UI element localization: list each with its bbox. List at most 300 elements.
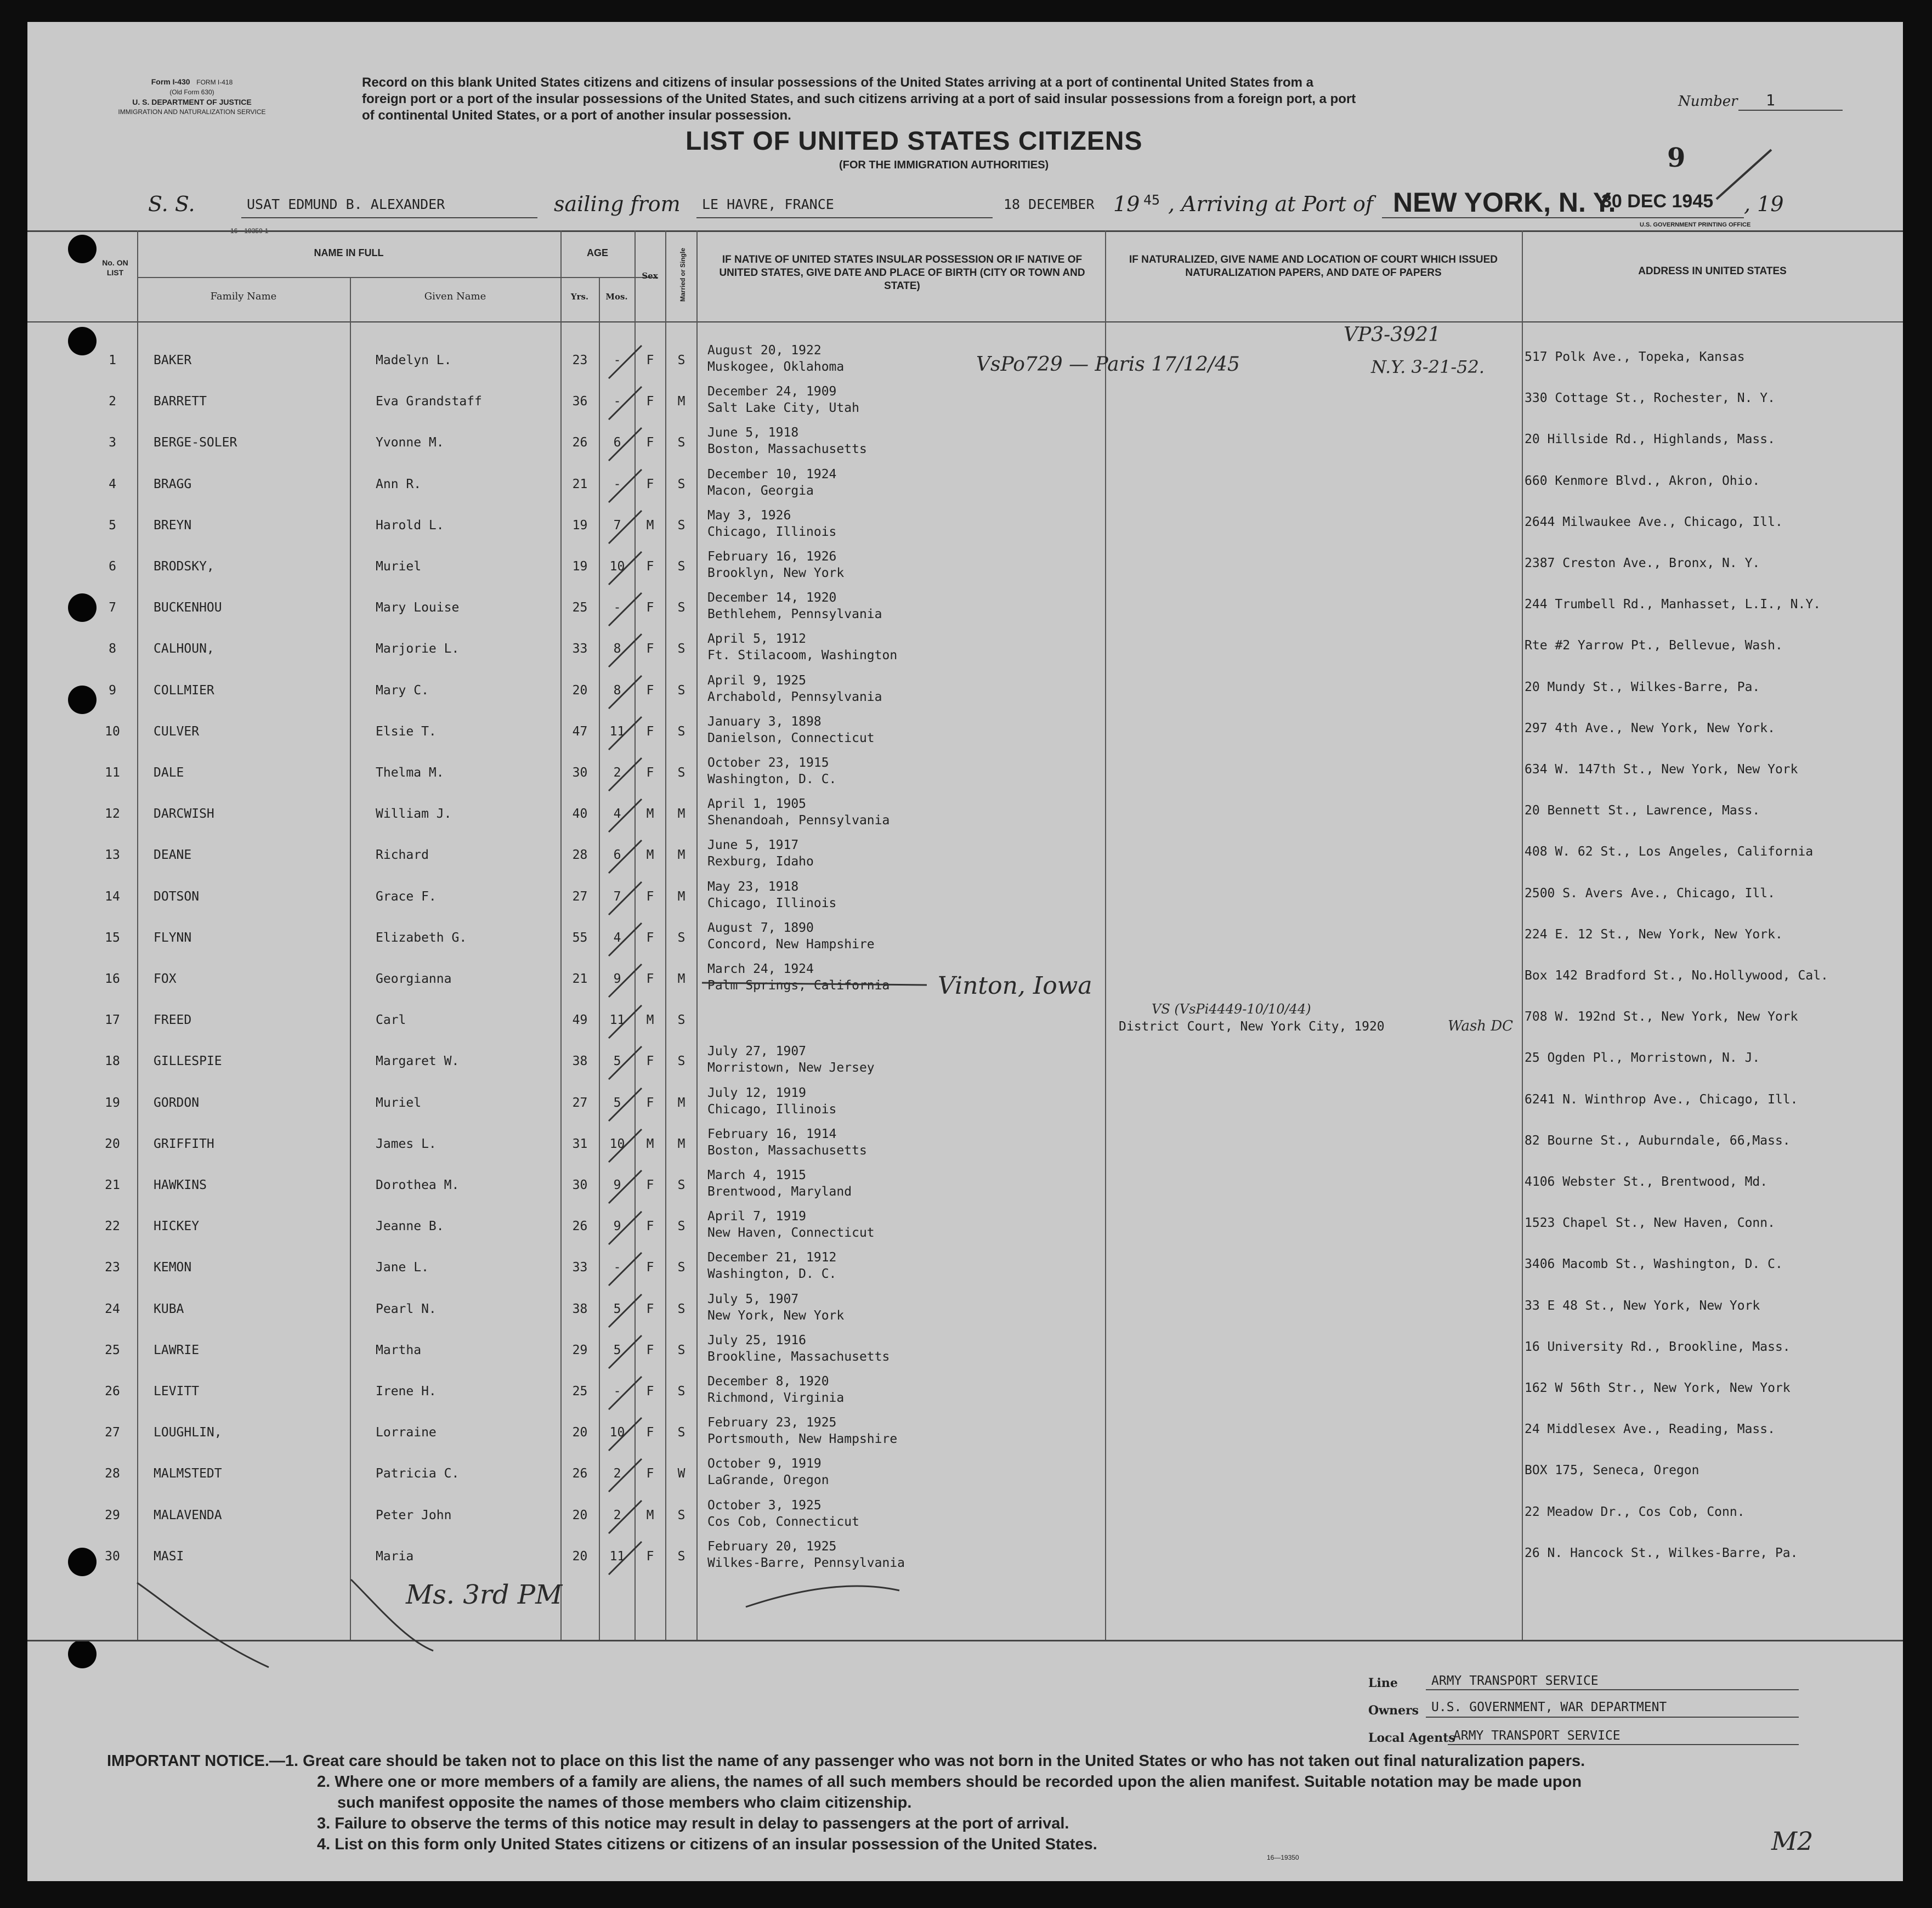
intro-line-1: Record on this blank United States citizens and citizens of insular possessions of the United States arriving at a port of continental United States from a [362, 75, 1313, 90]
age-months: 5 [613, 1343, 621, 1357]
form-id: Form I-430 [151, 77, 190, 86]
check-stroke [603, 918, 647, 961]
address: 20 Mundy St., Wilkes-Barre, Pa. [1525, 680, 1760, 694]
age-months: 2 [613, 1467, 621, 1481]
birth-place: Shenandoah, Pennsylvania [707, 813, 890, 828]
age-months: 8 [613, 683, 621, 698]
birth-place: Brooklyn, New York [707, 566, 845, 580]
marital-status: S [677, 930, 685, 945]
check-stroke [603, 1165, 647, 1209]
age-years: 20 [572, 1425, 588, 1440]
given-name: Ann R. [376, 477, 422, 491]
age-months: 6 [613, 848, 621, 863]
row-number: 16 [105, 972, 120, 986]
marital-status: S [677, 1219, 685, 1234]
family-name: DALE [154, 766, 184, 780]
naturalization: District Court, New York City, 1920 [1119, 1020, 1385, 1034]
port-to: NEW YORK, N. Y. [1393, 187, 1616, 218]
table-header-bottom [27, 321, 1903, 322]
age-years: 29 [572, 1343, 588, 1357]
sex: M [646, 1136, 654, 1151]
header-age: AGE [586, 247, 608, 258]
birth-date: July 27, 1907 [707, 1044, 807, 1059]
check-stroke [603, 381, 647, 425]
check-stroke [603, 1536, 647, 1580]
birth-place: Bethlehem, Pennsylvania [707, 607, 882, 622]
age-months: 6 [613, 435, 621, 450]
given-name: Jeanne B. [376, 1219, 444, 1234]
sex: F [646, 1301, 654, 1316]
age-years: 30 [572, 766, 588, 780]
birth-place: Palm Springs, California [707, 978, 890, 993]
form-alt: FORM I-418 [196, 78, 233, 86]
marital-status: S [677, 559, 685, 574]
row-number: 22 [105, 1219, 120, 1234]
check-stroke [603, 1495, 647, 1539]
family-name: MASI [154, 1549, 184, 1564]
check-stroke [603, 794, 647, 837]
marital-status: S [677, 518, 685, 533]
birth-place: Morristown, New Jersey [707, 1061, 875, 1075]
marital-status: S [677, 724, 685, 739]
line-value: ARMY TRANSPORT SERVICE [1431, 1674, 1599, 1688]
age-years: 49 [572, 1013, 588, 1028]
birth-date: June 5, 1917 [707, 838, 799, 853]
header-married: Married or Single [679, 247, 687, 302]
age-years: 28 [572, 848, 588, 863]
marital-status: S [677, 1260, 685, 1275]
birth-place: New York, New York [707, 1308, 845, 1323]
family-name: DOTSON [154, 889, 200, 904]
birth-date: December 21, 1912 [707, 1250, 837, 1265]
family-name: FREED [154, 1013, 192, 1028]
given-name: Marjorie L. [376, 642, 460, 656]
address: Rte #2 Yarrow Pt., Bellevue, Wash. [1525, 638, 1783, 653]
marital-status: S [677, 435, 685, 450]
year-label-2: , 19 [1744, 192, 1784, 216]
table-top [27, 230, 1903, 232]
age-months: - [613, 353, 621, 367]
birth-place: Washington, D. C. [707, 1267, 837, 1282]
bottom-handwriting: Ms. 3rd PM [406, 1579, 563, 1610]
given-name: Maria [376, 1549, 414, 1564]
family-name: MALAVENDA [154, 1508, 222, 1522]
family-name: BREYN [154, 518, 192, 533]
row-number: 7 [109, 601, 116, 615]
col-line [560, 230, 562, 1640]
address: 20 Bennett St., Lawrence, Mass. [1525, 803, 1760, 818]
sex: F [646, 435, 654, 450]
row-number: 25 [105, 1343, 120, 1357]
birth-date: December 24, 1909 [707, 384, 837, 399]
notice-4: 4. List on this form only United States citizens or citizens of an insular possession of the United States. [317, 1836, 1097, 1853]
family-name: FOX [154, 972, 177, 986]
birth-place: Archabold, Pennsylvania [707, 689, 882, 704]
row-number: 1 [109, 353, 116, 367]
check-stroke [603, 422, 647, 466]
header-mos: Mos. [605, 292, 628, 302]
birth-place: Boston, Massachusetts [707, 442, 867, 457]
age-years: 20 [572, 683, 588, 698]
given-name: Pearl N. [376, 1301, 437, 1316]
sex: F [646, 972, 654, 986]
birth-date: December 10, 1924 [707, 467, 837, 482]
year-prefix: 19 [1113, 192, 1140, 216]
row-number: 4 [109, 477, 116, 491]
check-stroke [603, 1330, 647, 1374]
given-name: Dorothea M. [376, 1178, 460, 1192]
binder-hole [68, 1640, 97, 1668]
given-name: Muriel [376, 1095, 422, 1110]
owners-underline [1426, 1717, 1799, 1718]
marital-status: S [677, 1508, 685, 1522]
given-name: Georgianna [376, 972, 452, 986]
given-name: Mary Louise [376, 601, 460, 615]
birth-date: December 14, 1920 [707, 591, 837, 605]
department: U. S. DEPARTMENT OF JUSTICE [132, 98, 252, 106]
birth-date: May 3, 1926 [707, 508, 791, 523]
age-months: - [613, 394, 621, 409]
birth-place: Brentwood, Maryland [707, 1185, 852, 1199]
birth-place: Wilkes-Barre, Pennsylvania [707, 1555, 905, 1570]
ship-underline [241, 217, 537, 218]
row-number: 3 [109, 435, 116, 450]
row-number: 26 [105, 1384, 120, 1399]
given-name: Harold L. [376, 518, 444, 533]
address: 6241 N. Winthrop Ave., Chicago, Ill. [1525, 1092, 1798, 1107]
given-name: Martha [376, 1343, 422, 1357]
age-months: 5 [613, 1301, 621, 1316]
address: 2387 Creston Ave., Bronx, N. Y. [1525, 556, 1760, 570]
sex: F [646, 1054, 654, 1069]
row-number: 30 [105, 1549, 120, 1564]
age-years: 36 [572, 394, 588, 409]
address: 408 W. 62 St., Los Angeles, California [1525, 845, 1814, 859]
given-name: Irene H. [376, 1384, 437, 1399]
birth-date: July 25, 1916 [707, 1333, 807, 1348]
birth-place: Brookline, Massachusetts [707, 1349, 890, 1364]
sex: F [646, 1549, 654, 1564]
check-stroke [603, 1412, 647, 1456]
family-name: LEVITT [154, 1384, 200, 1399]
birth-date: February 23, 1925 [707, 1416, 837, 1430]
header-naturalized: IF NATURALIZED, GIVE NAME AND LOCATION OF COURT WHICH ISSUED NATURALIZATION PAPERS, AND DATE OF PAPERS [1129, 254, 1498, 279]
birth-place: Chicago, Illinois [707, 1102, 837, 1117]
age-months: - [613, 1260, 621, 1275]
service: IMMIGRATION AND NATURALIZATION SERVICE [118, 108, 266, 116]
row-number: 2 [109, 394, 116, 409]
sex: F [646, 394, 654, 409]
birth-place: New Haven, Connecticut [707, 1226, 875, 1241]
header-name-full: NAME IN FULL [314, 247, 384, 258]
given-name: James L. [376, 1136, 437, 1151]
col-line [1522, 230, 1523, 1640]
marital-status: M [677, 1136, 685, 1151]
age-years: 20 [572, 1549, 588, 1564]
page-subtitle: (FOR THE IMMIGRATION AUTHORITIES) [839, 159, 1049, 171]
address: 25 Ogden Pl., Morristown, N. J. [1525, 1051, 1760, 1066]
birth-place: Cos Cob, Connecticut [707, 1514, 859, 1529]
address: 162 W 56th Str., New York, New York [1525, 1381, 1791, 1395]
marital-status: S [677, 1425, 685, 1440]
age-months: 11 [609, 1549, 625, 1564]
family-name: KEMON [154, 1260, 192, 1275]
address: BOX 175, Seneca, Oregon [1525, 1463, 1699, 1478]
agents-label: Local Agents [1368, 1731, 1455, 1745]
arrival-date: 30 DEC 1945 [1601, 191, 1714, 212]
col-line [1105, 230, 1106, 1640]
date-from: 18 DECEMBER [1004, 196, 1095, 212]
check-stroke [603, 1289, 647, 1333]
check-stroke [603, 1124, 647, 1168]
intro-text [362, 75, 1585, 124]
age-months: - [613, 1384, 621, 1399]
age-months: 7 [613, 889, 621, 904]
age-years: 33 [572, 1260, 588, 1275]
intro-line-3: of continental United States, or a port of another insular possession. [362, 108, 791, 123]
page-mark: 9 [1667, 143, 1686, 173]
age-months: - [613, 477, 621, 491]
birth-date: March 24, 1924 [707, 962, 814, 976]
row-number: 21 [105, 1178, 120, 1192]
row-number: 9 [109, 683, 116, 698]
sex: F [646, 642, 654, 656]
row-number: 20 [105, 1136, 120, 1151]
family-name: GRIFFITH [154, 1136, 214, 1151]
age-years: 19 [572, 559, 588, 574]
given-name: Elsie T. [376, 724, 437, 739]
family-name: COLLMIER [154, 683, 214, 698]
age-years: 20 [572, 1508, 588, 1522]
birth-date: July 5, 1907 [707, 1292, 799, 1306]
address: 20 Hillside Rd., Highlands, Mass. [1525, 432, 1775, 447]
header-family: Family Name [210, 291, 277, 302]
notice-1: —1. Great care should be taken not to place on this list the name of any passenger who was not born in the United States or who has not taken out final naturalization papers. [269, 1752, 1585, 1770]
address: 2500 S. Avers Ave., Chicago, Ill. [1525, 886, 1775, 901]
family-name: CALHOUN, [154, 642, 214, 656]
marital-status: S [677, 642, 685, 656]
address: 33 E 48 St., New York, New York [1525, 1298, 1760, 1313]
row-number: 8 [109, 642, 116, 656]
row-number: 15 [105, 930, 120, 945]
birth-place: Chicago, Illinois [707, 896, 837, 910]
old-form: (Old Form 630) [169, 88, 214, 96]
age-years: 26 [572, 1467, 588, 1481]
address: 660 Kenmore Blvd., Akron, Ohio. [1525, 473, 1760, 488]
row-number: 10 [105, 724, 120, 739]
age-years: 21 [572, 972, 588, 986]
year-suffix: 45 [1143, 192, 1160, 208]
check-stroke [603, 587, 647, 631]
family-name: KUBA [154, 1301, 184, 1316]
age-years: 26 [572, 435, 588, 450]
row1-note-b: N.Y. 3-21-52. [1371, 356, 1485, 377]
marital-status: S [677, 477, 685, 491]
col-line [137, 230, 138, 1640]
age-years: 38 [572, 1054, 588, 1069]
sex: F [646, 559, 654, 574]
header-birth: IF NATIVE OF UNITED STATES INSULAR POSSESSION OR IF NATIVE OF UNITED STATES, GIVE DATE AND PLACE OF BIRTH (CITY OR TOWN AND STATE) [719, 254, 1085, 292]
address: 708 W. 192nd St., New York, New York [1525, 1010, 1798, 1024]
marital-status: S [677, 1343, 685, 1357]
address: 3406 Macomb St., Washington, D. C. [1525, 1257, 1783, 1272]
row17-handwriting-2: Wash DC [1448, 1018, 1514, 1034]
check-stroke [603, 1000, 647, 1044]
age-years: 25 [572, 601, 588, 615]
sex: F [646, 1343, 654, 1357]
given-name: William J. [376, 807, 452, 822]
given-name: Grace F. [376, 889, 437, 904]
check-stroke [603, 1453, 647, 1497]
marital-status: S [677, 1549, 685, 1564]
marital-status: S [677, 601, 685, 615]
family-name: HAWKINS [154, 1178, 207, 1192]
row-number: 17 [105, 1013, 120, 1028]
given-name: Madelyn L. [376, 353, 452, 367]
given-name: Jane L. [376, 1260, 429, 1275]
address: 16 University Rd., Brookline, Mass. [1525, 1339, 1791, 1354]
age-years: 27 [572, 1095, 588, 1110]
marital-status: M [677, 1095, 685, 1110]
given-name: Richard [376, 848, 429, 863]
col-line [350, 277, 351, 1640]
row-number: 23 [105, 1260, 120, 1275]
birth-place: Ft. Stilacoom, Washington [707, 648, 898, 663]
marital-status: M [677, 848, 685, 863]
row-number: 18 [105, 1054, 120, 1069]
address: 24 Middlesex Ave., Reading, Mass. [1525, 1422, 1775, 1437]
given-name: Lorraine [376, 1425, 437, 1440]
family-name: BERGE-SOLER [154, 435, 237, 450]
arriving-label: , Arriving at Port of [1168, 192, 1373, 216]
age-years: 31 [572, 1136, 588, 1151]
header-given: Given Name [424, 291, 486, 302]
given-name: Muriel [376, 559, 422, 574]
given-name: Peter John [376, 1508, 452, 1522]
row-number: 12 [105, 807, 120, 822]
row-number: 27 [105, 1425, 120, 1440]
marital-status: S [677, 683, 685, 698]
row-number: 24 [105, 1301, 120, 1316]
check-stroke [603, 1247, 647, 1291]
to-underline [1382, 217, 1744, 218]
family-name: BAKER [154, 353, 192, 367]
sex: F [646, 1467, 654, 1481]
sex: F [646, 1095, 654, 1110]
age-months: 10 [609, 559, 625, 574]
birth-date: February 16, 1914 [707, 1126, 837, 1141]
check-stroke [603, 1206, 647, 1250]
birth-date: August 7, 1890 [707, 920, 814, 935]
line-label: Line [1368, 1676, 1398, 1690]
age-years: 30 [572, 1178, 588, 1192]
age-months: 4 [613, 930, 621, 945]
marital-status: M [677, 972, 685, 986]
row-number: 19 [105, 1095, 120, 1110]
check-stroke [603, 959, 647, 1003]
row-number: 11 [105, 766, 120, 780]
footer-code: 16—19350 [1267, 1854, 1299, 1861]
line-underline [1426, 1689, 1799, 1690]
address: 244 Trumbell Rd., Manhasset, L.I., N.Y. [1525, 597, 1821, 612]
birth-place: Macon, Georgia [707, 483, 814, 498]
sex: F [646, 1219, 654, 1234]
age-years: 19 [572, 518, 588, 533]
address: 224 E. 12 St., New York, New York. [1525, 927, 1783, 942]
marital-status: M [677, 807, 685, 822]
birth-place: Washington, D. C. [707, 772, 837, 786]
age-months: 7 [613, 518, 621, 533]
col-line [696, 230, 698, 1640]
address: 1523 Chapel St., New Haven, Conn. [1525, 1216, 1775, 1231]
birth-place: Boston, Massachusetts [707, 1143, 867, 1158]
age-months: - [613, 601, 621, 615]
age-months: 10 [609, 1136, 625, 1151]
birth-date: December 8, 1920 [707, 1374, 829, 1389]
check-stroke [603, 835, 647, 879]
marital-status: W [677, 1467, 685, 1481]
family-name: BRODSKY, [154, 559, 214, 574]
check-stroke [603, 670, 647, 714]
family-name: LOUGHLIN, [154, 1425, 222, 1440]
address: 330 Cottage St., Rochester, N. Y. [1525, 391, 1775, 406]
age-years: 47 [572, 724, 588, 739]
age-years: 40 [572, 807, 588, 822]
sex: M [646, 1508, 654, 1522]
given-name: Elizabeth G. [376, 930, 467, 945]
row-number: 6 [109, 559, 116, 574]
row17-handwriting: VS (VsPi4449-10/10/44) [1152, 1001, 1311, 1017]
age-months: 5 [613, 1095, 621, 1110]
age-years: 55 [572, 930, 588, 945]
address: 4106 Webster St., Brentwood, Md. [1525, 1175, 1768, 1189]
age-months: 2 [613, 766, 621, 780]
given-name: Yvonne M. [376, 435, 444, 450]
birth-date: February 20, 1925 [707, 1539, 837, 1554]
age-sub-divider [560, 277, 634, 278]
family-name: HICKEY [154, 1219, 200, 1234]
binder-hole [68, 327, 97, 355]
birth-place: Richmond, Virginia [707, 1391, 845, 1405]
birth-date: June 5, 1918 [707, 426, 799, 440]
check-stroke [603, 1083, 647, 1126]
family-name: GILLESPIE [154, 1054, 222, 1069]
check-stroke [603, 1041, 647, 1085]
ss-label: S. S. [148, 192, 195, 216]
address: 2644 Milwaukee Ave., Chicago, Ill. [1525, 514, 1783, 529]
agents-value: ARMY TRANSPORT SERVICE [1453, 1729, 1621, 1743]
address: 517 Polk Ave., Topeka, Kansas [1525, 350, 1745, 364]
birth-date: October 23, 1915 [707, 756, 829, 770]
sex: F [646, 889, 654, 904]
family-name: GORDON [154, 1095, 200, 1110]
birth-date: October 9, 1919 [707, 1457, 821, 1471]
birth-date: July 12, 1919 [707, 1085, 807, 1100]
address: 26 N. Hancock St., Wilkes-Barre, Pa. [1525, 1545, 1798, 1560]
important-notice [107, 1751, 1834, 1855]
list-number [1678, 93, 1738, 110]
row1-note-a: VsPo729 — Paris 17/12/45 [976, 353, 1240, 376]
port-from: LE HAVRE, FRANCE [702, 196, 834, 212]
birth-date: April 7, 1919 [707, 1209, 807, 1224]
address: Box 142 Bradford St., No.Hollywood, Cal. [1525, 969, 1828, 983]
age-years: 26 [572, 1219, 588, 1234]
given-name: Patricia C. [376, 1467, 460, 1481]
owners-value: U.S. GOVERNMENT, WAR DEPARTMENT [1431, 1700, 1667, 1714]
sex: M [646, 1013, 654, 1028]
binder-hole [68, 235, 97, 263]
birth-date: April 5, 1912 [707, 632, 807, 647]
